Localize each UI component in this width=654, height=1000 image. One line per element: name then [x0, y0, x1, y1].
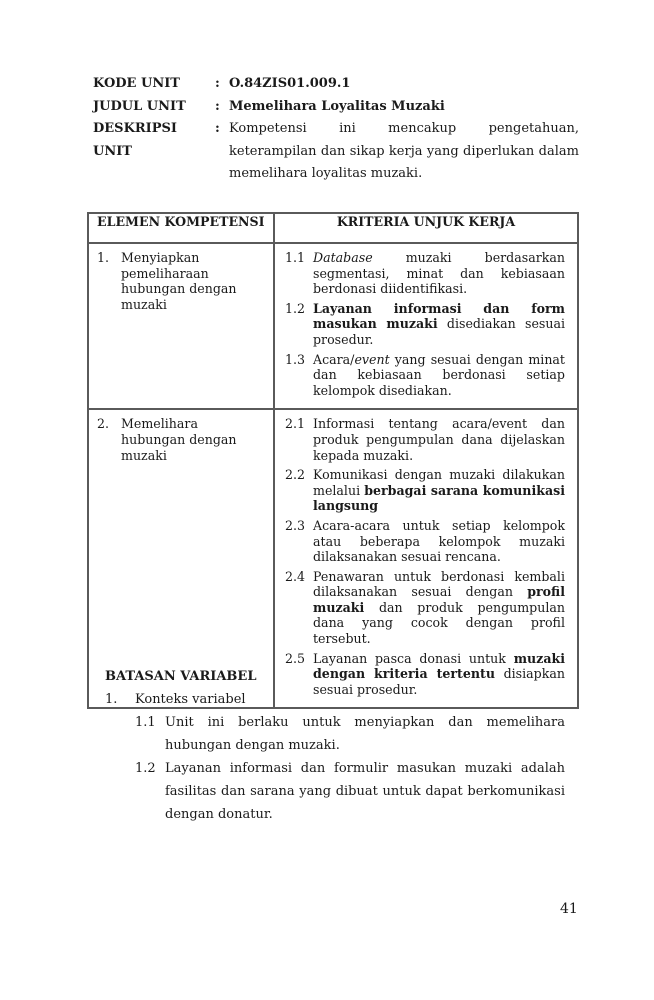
criterion-text: [313, 301, 565, 348]
criterion-body: disiapkan sesuai prosedur.: [313, 666, 565, 697]
criterion-number: 2.3: [285, 517, 306, 533]
kode-unit-value: O.84ZIS01.009.1: [229, 76, 351, 91]
criterion-bold: profil muzaki: [313, 584, 565, 615]
criterion-number: 1.1: [285, 250, 306, 265]
batasan-variabel-section: [105, 665, 565, 826]
sub-item-text: Unit ini berlaku untuk menyiapkan dan memelihara hubungan dengan muzaki.: [165, 715, 565, 753]
criterion-item: [285, 569, 565, 647]
item-label: Konteks variabel: [135, 692, 246, 707]
criterion-text: [313, 467, 565, 514]
criterion-pre: Penawaran untuk berdonasi kembali dilaksanakan sesuai dengan: [313, 568, 565, 600]
section-title: BATASAN VARIABEL: [105, 669, 257, 684]
table-header-row: [88, 213, 578, 243]
element-number: 1.: [97, 250, 110, 265]
criterion-item: [285, 467, 565, 514]
colon: :: [215, 121, 220, 136]
criterion-bold: berbagai sarana komunikasi langsung: [313, 482, 565, 514]
page-number: 41: [560, 901, 578, 917]
criterion-number: 2.5: [285, 650, 306, 666]
criterion-pre: Acara/: [313, 351, 355, 367]
criterion-italic: event: [354, 351, 390, 367]
colon: :: [215, 98, 220, 114]
kode-unit-label: KODE UNIT: [93, 76, 180, 91]
item-number: 1.: [105, 692, 118, 707]
judul-unit-label: JUDUL UNIT: [93, 98, 186, 114]
criterion-number: 2.4: [285, 568, 306, 584]
element-number: 2.: [97, 416, 110, 432]
criterion-item: [285, 301, 565, 348]
deskripsi-unit-value: Kompetensi ini mencakup pengetahuan, keterampilan dan sikap kerja yang diperlukan dalam memelihara loyalitas muzaki.: [229, 121, 579, 181]
judul-unit-value: Memelihara Loyalitas Muzaki: [229, 98, 445, 114]
elemen-kompetensi-header: ELEMEN KOMPETENSI: [88, 213, 274, 243]
table-row: [88, 409, 578, 708]
criterion-italic: Database: [313, 250, 373, 265]
element-cell: [88, 409, 274, 708]
criterion-text: [313, 352, 565, 399]
criterion-number: 2.1: [285, 416, 306, 432]
variable-item: [105, 688, 565, 711]
sub-item-text: Layanan informasi dan formulir masukan muzaki adalah fasilitas dan sarana yang dibuat untuk dapat berkomunikasi dengan donatur.: [165, 761, 565, 822]
deskripsi-unit-label: DESKRIPSI UNIT: [93, 121, 177, 159]
criterion-bold: muzaki dengan kriteria tertentu: [313, 650, 565, 682]
criterion-number: 1.2: [285, 300, 306, 316]
criterion-body: disediakan sesuai prosedur.: [313, 316, 566, 347]
sub-item-number: 1.1: [135, 715, 156, 730]
criterion-pre: Komunikasi dengan muzaki dilakukan melalui: [313, 467, 565, 498]
criterion-body: yang sesuai dengan minat dan kebiasaan berdonasi setiap kelompok disediakan.: [313, 351, 565, 398]
criterion-number: 2.2: [285, 467, 306, 483]
sub-item-number: 1.2: [135, 761, 156, 776]
criterion-item: [285, 518, 565, 565]
criterion-text: [313, 250, 565, 297]
element-text: Memelihara hubungan dengan muzaki: [121, 416, 237, 463]
sub-item: [135, 757, 565, 826]
criterion-text: [313, 569, 565, 647]
kode-unit-row: [93, 73, 579, 96]
competency-table: [87, 212, 579, 709]
criterion-pre: Layanan pasca donasi untuk: [313, 650, 514, 666]
criteria-cell: [274, 243, 578, 409]
criterion-item: [285, 416, 565, 463]
colon: :: [215, 76, 220, 91]
criterion-bold: Layanan informasi dan form masukan muzaki: [313, 300, 565, 332]
deskripsi-unit-row: [93, 118, 579, 186]
sub-item: [135, 711, 565, 757]
judul-unit-row: [93, 96, 579, 119]
element-cell: [88, 243, 274, 409]
criterion-item: [285, 352, 565, 399]
criterion-number: 1.3: [285, 351, 306, 367]
table-row: [88, 243, 578, 409]
criterion-body: muzaki berdasarkan segmentasi, minat dan kebiasaan berdonasi diidentifikasi.: [313, 250, 565, 297]
element-text: Menyiapkan pemeliharaan hubungan dengan muzaki: [121, 250, 237, 312]
criterion-text: Acara-acara untuk setiap kelompok atau beberapa kelompok muzaki dilaksanakan sesuai rencana.: [313, 517, 565, 565]
kriteria-unjuk-kerja-header: KRITERIA UNJUK KERJA: [274, 213, 578, 243]
unit-header: [93, 73, 579, 186]
criterion-text: Informasi tentang acara/event dan produk pengumpulan dana dijelaskan kepada muzaki.: [313, 416, 565, 463]
criterion-body: dan produk pengumpulan dana yang cocok dengan profil tersebut.: [313, 599, 565, 647]
criterion-item: [285, 250, 565, 297]
criteria-cell: [274, 409, 578, 708]
